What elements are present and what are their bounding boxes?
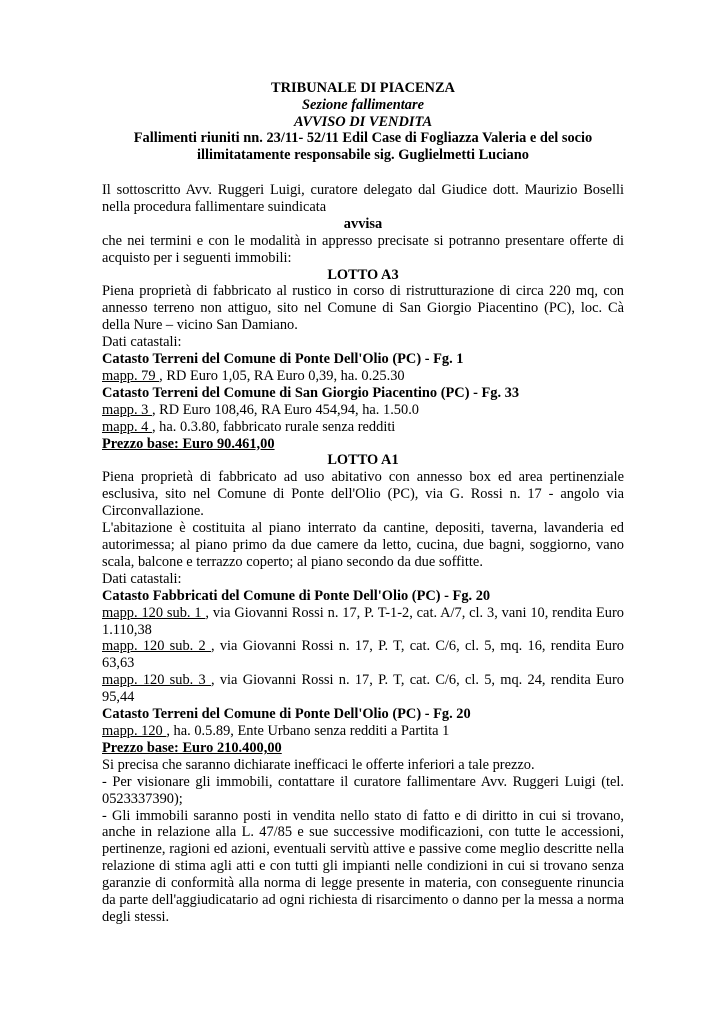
mapp-reference: mapp. 120 sub. 1 [102,604,206,621]
intro-paragraph: Il sottoscritto Avv. Ruggeri Luigi, curatore delegato dal Giudice dott. Maurizio Boselli nella procedura fallimentare suindicata [102,181,624,215]
lotto-a3-mapp-3: mapp. 3 , RD Euro 108,46, RA Euro 454,94, ha. 1.50.0 [102,401,419,418]
lotto-a1-catasto-1: Catasto Fabbricati del Comune di Ponte Dell'Olio (PC) - Fg. 20 [102,587,491,604]
case-line-2: illimitatamente responsabile sig. Guglielmetti Luciano [197,147,529,164]
lotto-a1-title: LOTTO A1 [327,452,399,469]
lotto-a1-mapp-120: mapp. 120 , ha. 0.5.89, Ente Urbano senza redditi a Partita 1 [102,722,450,739]
lotto-a1-prezzo-base: Prezzo base: Euro 210.400,00 [102,739,282,756]
note-offerte-inefficaci: Si precisa che saranno dichiarate inefficaci le offerte inferiori a tale prezzo. [102,756,535,773]
offers-paragraph: che nei termini e con le modalità in appresso precisate si potranno presentare offerte di acquisto per i seguenti immobili: [102,232,624,266]
note-stato-di-fatto: - Gli immobili saranno posti in vendita nello stato di fatto e di diritto in cui si trovano, anche in relazione alla L. 47/85 e sue successive modificazioni, con tutte le accessioni, pertinenze, ragioni ed azioni, eventuali servitù attive e passive come meglio descritte nella relazione di stima agli atti e con tutti gli impianti nelle condizioni in cui si trovano senza garanzie di conformità alla norma di legge presente in materia, con conseguente rinuncia da parte dell'aggiudicatario ad ogni richiesta di risarcimento o danno per la messa a norma degli stessi. [102,807,624,925]
court-title: TRIBUNALE DI PIACENZA [271,80,455,96]
lotto-a3-mapp-4: mapp. 4 , ha. 0.3.80, fabbricato rurale senza redditi [102,418,396,435]
avvisa-heading: avvisa [343,215,383,232]
mapp-reference: mapp. 4 [102,418,152,435]
lotto-a1-abitazione: L'abitazione è costituita al piano interrato da cantine, depositi, taverna, lavanderia ed autorimessa; al piano primo da due camere da letto, cucina, due bagni, soggiorno, vano scala, balcone e terrazzo coperto; al piano secondo da due soffitte. [102,520,624,570]
lotto-a1-sub-3: mapp. 120 sub. 3 , via Giovanni Rossi n. 17, P. T, cat. C/6, cl. 5, mq. 24, rendita Euro 95,44 [102,672,624,706]
case-line-1: Fallimenti riuniti nn. 23/11- 52/11 Edil Case di Fogliazza Valeria e del socio [133,130,593,147]
lotto-a1-catasto-2: Catasto Terreni del Comune di Ponte Dell'Olio (PC) - Fg. 20 [102,706,471,723]
lotto-a3-catasto-2: Catasto Terreni del Comune di San Giorgio Piacentino (PC) - Fg. 33 [102,384,520,401]
mapp-reference: mapp. 120 [102,722,167,739]
lotto-a3-title: LOTTO A3 [327,266,399,283]
mapp-reference: mapp. 120 sub. 3 [102,672,211,689]
section-title: Sezione fallimentare [302,96,424,113]
mapp-reference: mapp. 3 [102,401,152,418]
lotto-a3-catasto-1: Catasto Terreni del Comune di Ponte Dell'Olio (PC) - Fg. 1 [102,351,464,368]
lotto-a1-sub-1: mapp. 120 sub. 1 , via Giovanni Rossi n. 17, P. T-1-2, cat. A/7, cl. 3, vani 10, rendita Euro 1.110,38 [102,604,624,638]
lotto-a3-description: Piena proprietà di fabbricato al rustico in corso di ristrutturazione di circa 220 mq, con annesso terreno non attiguo, sito nel Comune di San Giorgio Piacentino (PC), loc. Cà della Nure – vicino San Damiano. [102,283,624,334]
lotto-a1-sub-2: mapp. 120 sub. 2 , via Giovanni Rossi n. 17, P. T, cat. C/6, cl. 5, mq. 16, rendita Euro 63,63 [102,638,624,672]
mapp-reference: mapp. 79 [102,367,160,384]
lotto-a1-description: Piena proprietà di fabbricato ad uso abitativo con annesso box ed area pertinenziale esclusiva, sito nel Comune di Ponte dell'Olio (PC), via G. Rossi n. 17 - angolo via Circonvallazione. [102,469,624,520]
lotto-a3-dati-label: Dati catastali: [102,334,182,351]
mapp-reference: mapp. 120 sub. 2 [102,638,211,655]
lotto-a1-dati-label: Dati catastali: [102,570,182,587]
lotto-a3-prezzo-base: Prezzo base: Euro 90.461,00 [102,435,275,452]
note-visionare: - Per visionare gli immobili, contattare il curatore fallimentare Avv. Ruggeri Luigi (tel. 0523337390); [102,773,624,807]
document-header [102,80,624,164]
lotto-a3-mapp-79: mapp. 79 , RD Euro 1,05, RA Euro 0,39, ha. 0.25.30 [102,367,405,384]
notice-title: AVVISO DI VENDITA [293,113,433,130]
